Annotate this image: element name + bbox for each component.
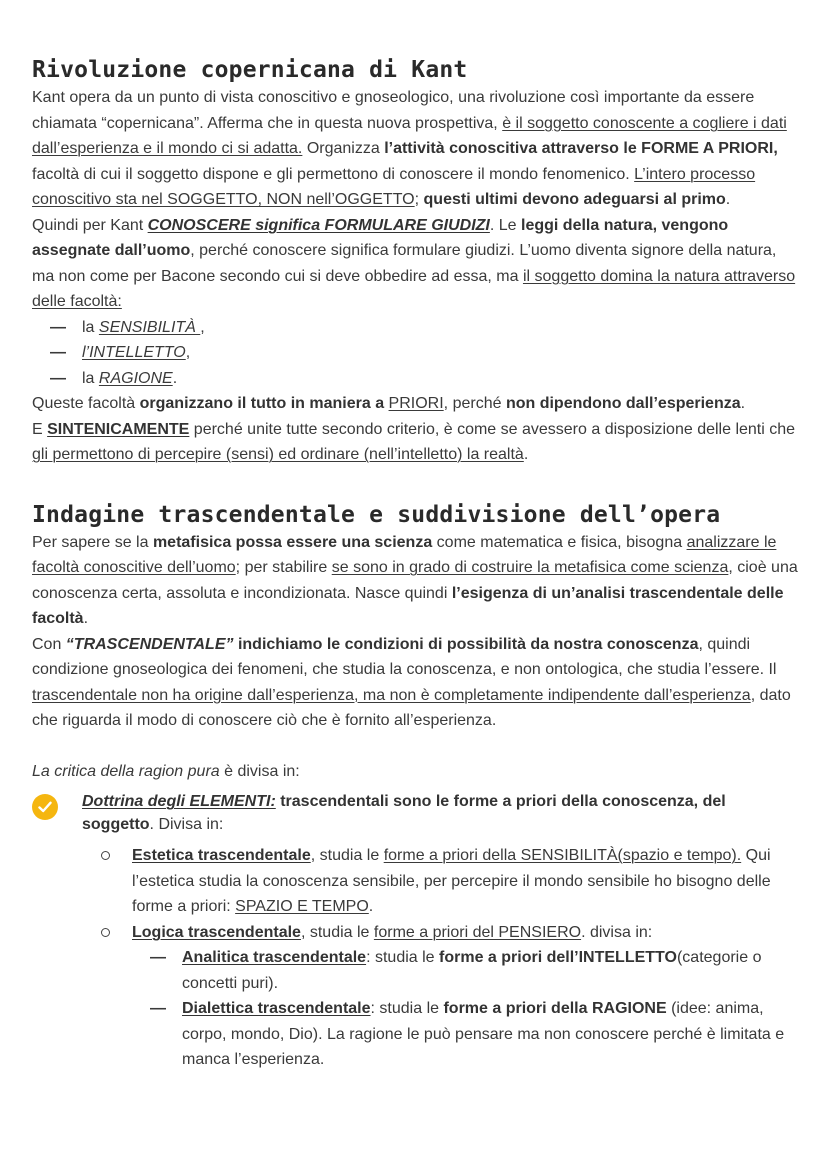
paragraph-conoscere-giudizi: Quindi per Kant CONOSCERE significa FORMULARE GIUDIZI. Le leggi della natura, vengono assegnate dall’uomo, perché conoscere significa formulare giudizi. L’uomo diventa signore della natura, ma non come per Bacone secondo cui si deve obbedire ad essa, ma il soggetto domina la natura attraverso delle facoltà:: [32, 216, 796, 310]
spacer: [32, 734, 802, 759]
paragraph-sintenicamente: E SINTENICAMENTE perché unite tutte secondo criterio, è come se avessero a disposizione delle lenti che gli permettono di percepire (sensi) ed ordinare (nell’intelletto) la realtà.: [32, 420, 796, 463]
list-item-sensibilita: — la SENSIBILITÀ ,: [50, 318, 205, 336]
section-title-copernican: Rivoluzione copernicana di Kant: [32, 57, 468, 83]
document-page: [32, 55, 802, 1073]
checkmark-glyph: [38, 801, 52, 813]
paragraph-a-priori: Queste facoltà organizzano il tutto in maniera a PRIORI, perché non dipendono dall’esperienza.: [32, 395, 746, 412]
dialettica-item: — Dialettica trascendentale: studia le forme a priori della RAGIONE (idee: anima, corpo, mondo, Dio). La ragione le può pensare ma non conoscere perché è limitata e manca l’esperienza.: [150, 1000, 785, 1068]
logica-item: Logica trascendentale, studia le forme a priori del PENSIERO. divisa in:: [32, 920, 802, 946]
circle-bullet-icon: [101, 851, 110, 860]
paragraph-critica: La critica della ragion pura è divisa in:: [32, 762, 300, 780]
analitica-item: — Analitica trascendentale: studia le forme a priori dell’INTELLETTO(categorie o concetti puri).: [150, 949, 762, 992]
checkmark-icon: [32, 794, 58, 820]
section-title-indagine: Indagine trascendentale e suddivisione dell’opera: [32, 501, 721, 528]
list-item-intelletto: — l’INTELLETTO,: [50, 344, 191, 361]
estetica-item: Estetica trascendentale, studia le forme a priori della SENSIBILITÀ(spazio e tempo). Qui l’estetica studia la conoscenza sensibile, per percepire il mondo sensibile ho bisogno delle forme a priori: SPAZIO E TEMPO.: [32, 843, 802, 920]
doctrine-item: Dottrina degli ELEMENTI: trascendentali sono le forme a priori della conoscenza, del soggetto. Divisa in:: [32, 790, 802, 836]
paragraph-metafisica: Per sapere se la metafisica possa essere una scienza come matematica e fisica, bisogna analizzare le facoltà conoscitive dell’uomo; per stabilire se sono in grado di costruire la metafisica come scienza, cioè una conoscenza certa, assoluta e incondizionata. Nasce quindi l’esigenza di un’analisi trascendentale delle facoltà.: [32, 533, 798, 627]
paragraph-trascendentale: Con “TRASCENDENTALE” indichiamo le condizioni di possibilità da nostra conoscenza, quindi condizione gnoseologica dei fenomeni, che studia la conoscenza, e non ontologica, che studia l’essere. Il trascendentale non ha origine dall’esperienza, ma non è completamente indipendente dall’esperienza, dato che riguarda il modo di conoscere ciò che è fornito all’esperienza.: [32, 635, 791, 729]
faculties-list: [32, 315, 802, 392]
paragraph-kant-intro: Kant opera da un punto di vista conoscitivo e gnoseologico, una rivoluzione così importante da essere chiamata “copernicana”. Afferma che in questa nuova prospettiva, è il soggetto conoscente a cogliere i dati dall’esperienza e il mondo ci si adatta. Organizza l’attività conoscitiva attraverso le FORME A PRIORI, facoltà di cui il soggetto dispone e gli permettono di conoscere il mondo fenomenico. L’intero processo conoscitivo sta nel SOGGETTO, NON nell’OGGETTO; questi ultimi devono adeguarsi al primo.: [32, 89, 787, 208]
list-item-ragione: — la RAGIONE.: [50, 369, 178, 387]
circle-bullet-icon: [101, 928, 110, 937]
